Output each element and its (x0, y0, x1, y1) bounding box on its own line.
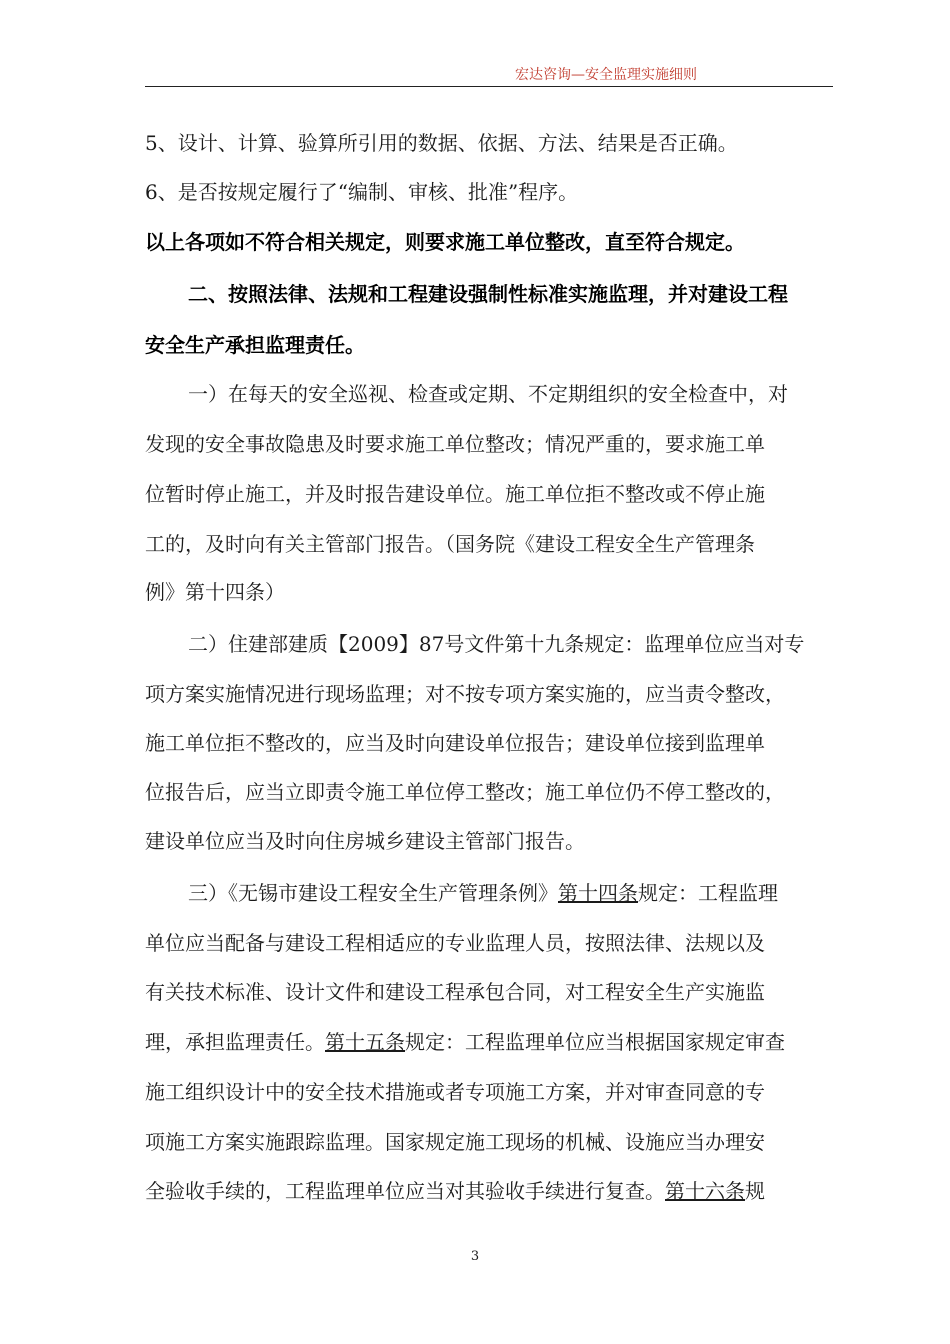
text-segment: 规 (745, 1179, 765, 1203)
text-line: 单位应当配备与建设工程相适应的专业监理人员，按照法律、法规以及 (145, 931, 765, 955)
text-segment: 理，承担监理责任。 (145, 1030, 325, 1054)
text-line: 建设单位应当及时向住房城乡建设主管部门报告。 (145, 829, 585, 853)
text-line: 5、设计、计算、验算所引用的数据、依据、方法、结果是否正确。 (145, 131, 738, 155)
text-line: 6、是否按规定履行了“编制、审核、批准”程序。 (145, 180, 579, 204)
text-line: 位报告后，应当立即责令施工单位停工整改；施工单位仍不停工整改的， (145, 780, 785, 804)
text-line: 项方案实施情况进行现场监理；对不按专项方案实施的，应当责令整改， (145, 682, 785, 706)
header-title: 宏达咨询—安全监理实施细则 (515, 67, 697, 83)
text-line: 工的，及时向有关主管部门报告。（国务院《建设工程安全生产管理条 (145, 532, 755, 556)
text-line: 发现的安全事故隐患及时要求施工单位整改；情况严重的，要求施工单 (145, 432, 765, 456)
page-header (145, 66, 833, 84)
text-line: 有关技术标准、设计文件和建设工程承包合同，对工程安全生产实施监 (145, 980, 765, 1004)
bold-conclusion: 以上各项如不符合相关规定，则要求施工单位整改，直至符合规定。 (145, 230, 745, 254)
section-heading: 二、按照法律、法规和工程建设强制性标准实施监理，并对建设工程 (188, 282, 788, 306)
text-line: 位暂时停止施工，并及时报告建设单位。施工单位拒不整改或不停止施 (145, 482, 765, 506)
text-segment: 规定：工程监理单位应当根据国家规定审查 (405, 1030, 785, 1054)
article-ref: 第十四条 (558, 881, 638, 905)
header-rule (145, 86, 833, 87)
text-line (188, 879, 833, 907)
text-segment: 全验收手续的，工程监理单位应当对其验收手续进行复查。 (145, 1179, 665, 1203)
text-line (145, 1177, 833, 1205)
text-line: 一）在每天的安全巡视、检查或定期、不定期组织的安全检查中，对 (188, 382, 788, 406)
text-line: 二）住建部建质【2009】87号文件第十九条规定：监理单位应当对专 (188, 632, 805, 656)
section-heading-cont: 安全生产承担监理责任。 (145, 333, 365, 357)
text-line: 施工单位拒不整改的，应当及时向建设单位报告；建设单位接到监理单 (145, 731, 765, 755)
text-line: 例》第十四条） (145, 580, 285, 604)
text-segment: 三）《无锡市建设工程安全生产管理条例》 (188, 881, 558, 905)
article-ref: 第十五条 (325, 1030, 405, 1054)
article-ref: 第十六条 (665, 1179, 745, 1203)
page-number: 3 (470, 1249, 480, 1264)
text-segment: 规定：工程监理 (638, 881, 778, 905)
text-line: 项施工方案实施跟踪监理。国家规定施工现场的机械、设施应当办理安 (145, 1130, 765, 1154)
text-line: 施工组织设计中的安全技术措施或者专项施工方案，并对审查同意的专 (145, 1080, 765, 1104)
text-line (145, 1028, 833, 1056)
